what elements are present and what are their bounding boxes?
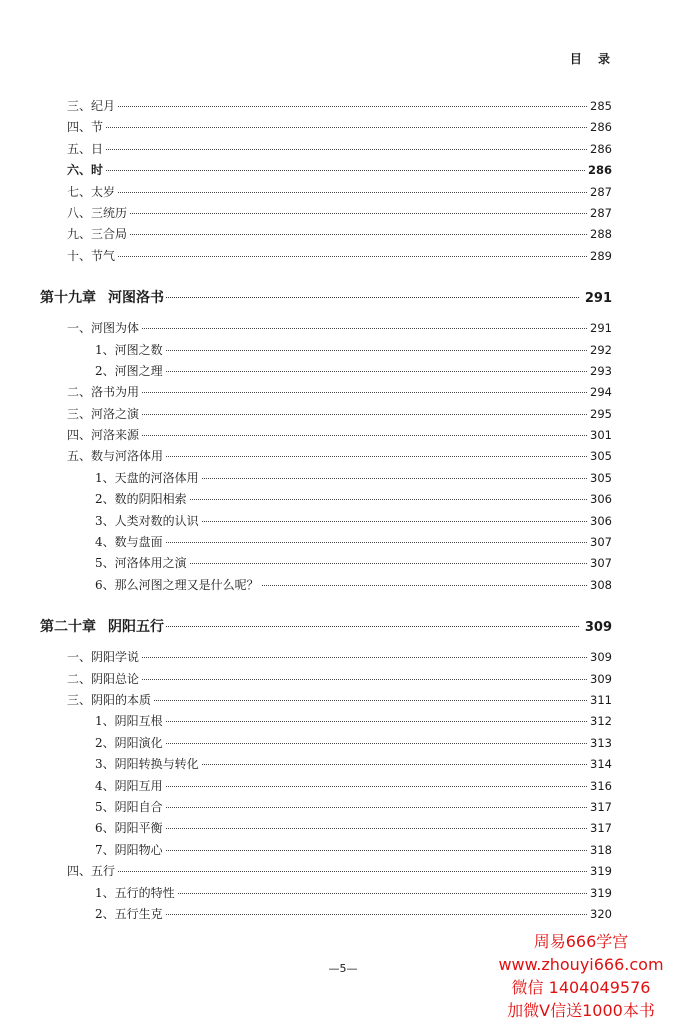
toc-entry-label: 三、阴阳的本质 (67, 692, 152, 707)
dot-leader (142, 328, 587, 329)
toc-entry[interactable] (40, 117, 612, 138)
toc-entry[interactable] (40, 404, 612, 425)
toc-entry-label: 1、五行的特性 (95, 885, 175, 900)
toc-entry-label: 三、纪月 (67, 99, 116, 113)
dot-leader (166, 297, 579, 298)
toc-entry[interactable] (40, 575, 612, 596)
toc-entry-page: 311 (590, 692, 612, 707)
dot-leader (106, 149, 587, 150)
toc-entry-label: 十、节气 (67, 248, 116, 263)
toc-entry[interactable] (40, 182, 612, 203)
toc-entry-page: 316 (590, 778, 612, 793)
toc-entry-label: 6、那么河图之理又是什么呢？ (95, 577, 259, 592)
dot-leader (202, 521, 587, 522)
dot-leader (178, 893, 587, 894)
watermark-line: 微信 1404049576 (511, 978, 651, 997)
toc-entry-page: 309 (590, 650, 612, 665)
toc-entry-label: 七、太岁 (67, 184, 116, 199)
dot-leader (142, 414, 587, 415)
dot-leader (142, 679, 587, 680)
watermark (486, 930, 676, 1022)
page-number: —5— (328, 962, 358, 975)
toc-entry[interactable] (40, 532, 612, 553)
toc-entry-label: 四、节 (67, 120, 104, 135)
dot-leader (106, 170, 585, 171)
toc-entry-label: 三、河洛之演 (67, 406, 140, 421)
toc-entry-label: 4、数与盘面 (95, 535, 163, 550)
dot-leader (190, 499, 587, 500)
toc-entry[interactable] (40, 224, 612, 245)
toc-entry-page: 287 (590, 205, 612, 220)
toc-entry-label: 五、日 (67, 141, 104, 156)
toc-entry[interactable] (40, 711, 612, 732)
toc-entry[interactable] (40, 647, 612, 668)
toc-entry-label: 5、阴阳自合 (95, 799, 163, 814)
dot-leader (166, 914, 587, 915)
toc-entry-page: 306 (590, 492, 612, 507)
table-of-contents (40, 96, 612, 925)
toc-entry-page: 291 (590, 321, 612, 336)
toc-entry-label: 一、河图为体 (67, 321, 140, 336)
toc-entry-page: 313 (590, 735, 612, 750)
toc-entry-label: 2、五行生克 (95, 906, 163, 921)
toc-entry[interactable] (40, 669, 612, 690)
toc-entry[interactable] (40, 160, 612, 181)
toc-entry[interactable] (40, 818, 612, 839)
dot-leader (166, 721, 587, 722)
toc-entry-page: 309 (590, 671, 612, 686)
toc-entry[interactable] (40, 754, 612, 775)
toc-entry[interactable] (40, 861, 612, 882)
dot-leader (166, 371, 587, 372)
toc-entry-label: 二、洛书为用 (67, 385, 140, 400)
toc-entry-label: 6、阴阳平衡 (95, 821, 163, 836)
dot-leader (166, 807, 587, 808)
toc-entry-page: 305 (590, 470, 612, 485)
toc-entry[interactable] (40, 446, 612, 467)
toc-entry-page: 288 (590, 227, 612, 242)
toc-entry-label: 2、河图之理 (95, 363, 163, 378)
toc-entry[interactable] (40, 382, 612, 403)
dot-leader (142, 392, 587, 393)
toc-entry-label: 5、河洛体用之演 (95, 556, 187, 571)
toc-entry-page: 306 (590, 513, 612, 528)
toc-entry-page: 319 (590, 864, 612, 879)
toc-entry[interactable] (40, 733, 612, 754)
toc-entry-page: 307 (590, 556, 612, 571)
toc-entry-page: 307 (590, 535, 612, 550)
toc-entry-label: 1、天盘的河洛体用 (95, 470, 199, 485)
chapter-name: 阴阳五行 (108, 619, 164, 636)
dot-leader (166, 828, 587, 829)
toc-entry-page: 286 (590, 120, 612, 135)
toc-entry-label: 2、数的阴阳相索 (95, 492, 187, 507)
toc-entry[interactable] (40, 489, 612, 510)
toc-entry-page: 293 (590, 363, 612, 378)
watermark-line: 周易666学宫 (533, 932, 629, 951)
dot-leader (202, 764, 587, 765)
toc-entry-label: 1、阴阳互根 (95, 714, 163, 729)
toc-entry[interactable] (40, 96, 612, 117)
dot-leader (166, 626, 579, 627)
toc-entry-page: 314 (590, 757, 612, 772)
chapter-number: 第十九章 (40, 290, 96, 307)
toc-entry[interactable] (40, 468, 612, 489)
toc-entry-page: 301 (590, 428, 612, 443)
chapter-page-number: 309 (584, 620, 612, 636)
dot-leader (106, 127, 587, 128)
toc-entry[interactable] (40, 904, 612, 925)
chapter-title (40, 615, 164, 639)
dot-leader (154, 700, 587, 701)
toc-entry[interactable] (40, 340, 612, 361)
chapter-page-number: 291 (584, 291, 612, 307)
toc-entry-label: 一、阴阳学说 (67, 650, 140, 665)
dot-leader (118, 106, 587, 107)
toc-entry[interactable] (40, 553, 612, 574)
dot-leader (130, 213, 587, 214)
toc-entry-label: 五、数与河洛体用 (67, 449, 164, 464)
dot-leader (166, 350, 587, 351)
toc-entry[interactable] (40, 883, 612, 904)
dot-leader (118, 192, 587, 193)
toc-entry[interactable] (40, 776, 612, 797)
dot-leader (142, 657, 587, 658)
toc-entry-page: 308 (590, 577, 612, 592)
dot-leader (118, 871, 587, 872)
dot-leader (166, 850, 587, 851)
chapter-heading[interactable] (40, 286, 612, 310)
toc-entry[interactable] (40, 511, 612, 532)
dot-leader (142, 435, 587, 436)
toc-entry-label: 1、河图之数 (95, 342, 163, 357)
toc-entry-page: 289 (590, 248, 612, 263)
toc-entry-page: 292 (590, 342, 612, 357)
toc-entry[interactable] (40, 246, 612, 267)
toc-entry-label: 7、阴阳物心 (95, 842, 163, 857)
toc-entry-label: 4、阴阳互用 (95, 778, 163, 793)
dot-leader (166, 456, 587, 457)
toc-entry-page: 286 (590, 141, 612, 156)
toc-entry-page: 319 (590, 885, 612, 900)
toc-entry-label: 八、三统历 (67, 205, 128, 220)
toc-entry-page: 317 (590, 799, 612, 814)
dot-leader (118, 256, 587, 257)
toc-entry-page: 295 (590, 406, 612, 421)
toc-entry[interactable] (40, 690, 612, 711)
toc-entry-label: 二、阴阳总论 (67, 671, 140, 686)
toc-entry-label: 四、河洛来源 (67, 428, 140, 443)
toc-entry-page: 285 (590, 99, 612, 113)
toc-entry-label: 3、阴阳转换与转化 (95, 757, 199, 772)
toc-entry[interactable] (40, 203, 612, 224)
toc-entry-label: 2、阴阳演化 (95, 735, 163, 750)
toc-entry-page: 305 (590, 449, 612, 464)
toc-entry-page: 317 (590, 821, 612, 836)
watermark-line: 加微V信送1000本书 (507, 1001, 655, 1020)
toc-entry-page: 320 (590, 906, 612, 921)
toc-entry-label: 九、三合局 (67, 227, 128, 242)
toc-entry[interactable] (40, 797, 612, 818)
toc-entry[interactable] (40, 840, 612, 861)
chapter-heading[interactable] (40, 615, 612, 639)
dot-leader (166, 743, 587, 744)
chapter-title (40, 286, 164, 310)
dot-leader (166, 542, 587, 543)
toc-entry-page: 312 (590, 714, 612, 729)
toc-entry-page: 294 (590, 385, 612, 400)
page-header: 目 录 (569, 52, 616, 66)
chapter-name: 河图洛书 (108, 290, 164, 307)
toc-entry[interactable] (40, 318, 612, 339)
dot-leader (202, 478, 587, 479)
dot-leader (262, 585, 587, 586)
dot-leader (190, 563, 587, 564)
toc-entry-page: 318 (590, 842, 612, 857)
toc-entry[interactable] (40, 425, 612, 446)
toc-entry-page: 287 (590, 184, 612, 199)
toc-entry-page: 286 (587, 163, 612, 178)
toc-entry-label: 3、人类对数的认识 (95, 513, 199, 528)
chapter-number: 第二十章 (40, 619, 96, 636)
dot-leader (166, 786, 587, 787)
toc-entry[interactable] (40, 139, 612, 160)
toc-entry-label: 六、时 (67, 163, 104, 178)
toc-entry-label: 四、五行 (67, 864, 116, 879)
dot-leader (130, 234, 587, 235)
watermark-line: www.zhouyi666.com (498, 955, 664, 974)
toc-entry[interactable] (40, 361, 612, 382)
